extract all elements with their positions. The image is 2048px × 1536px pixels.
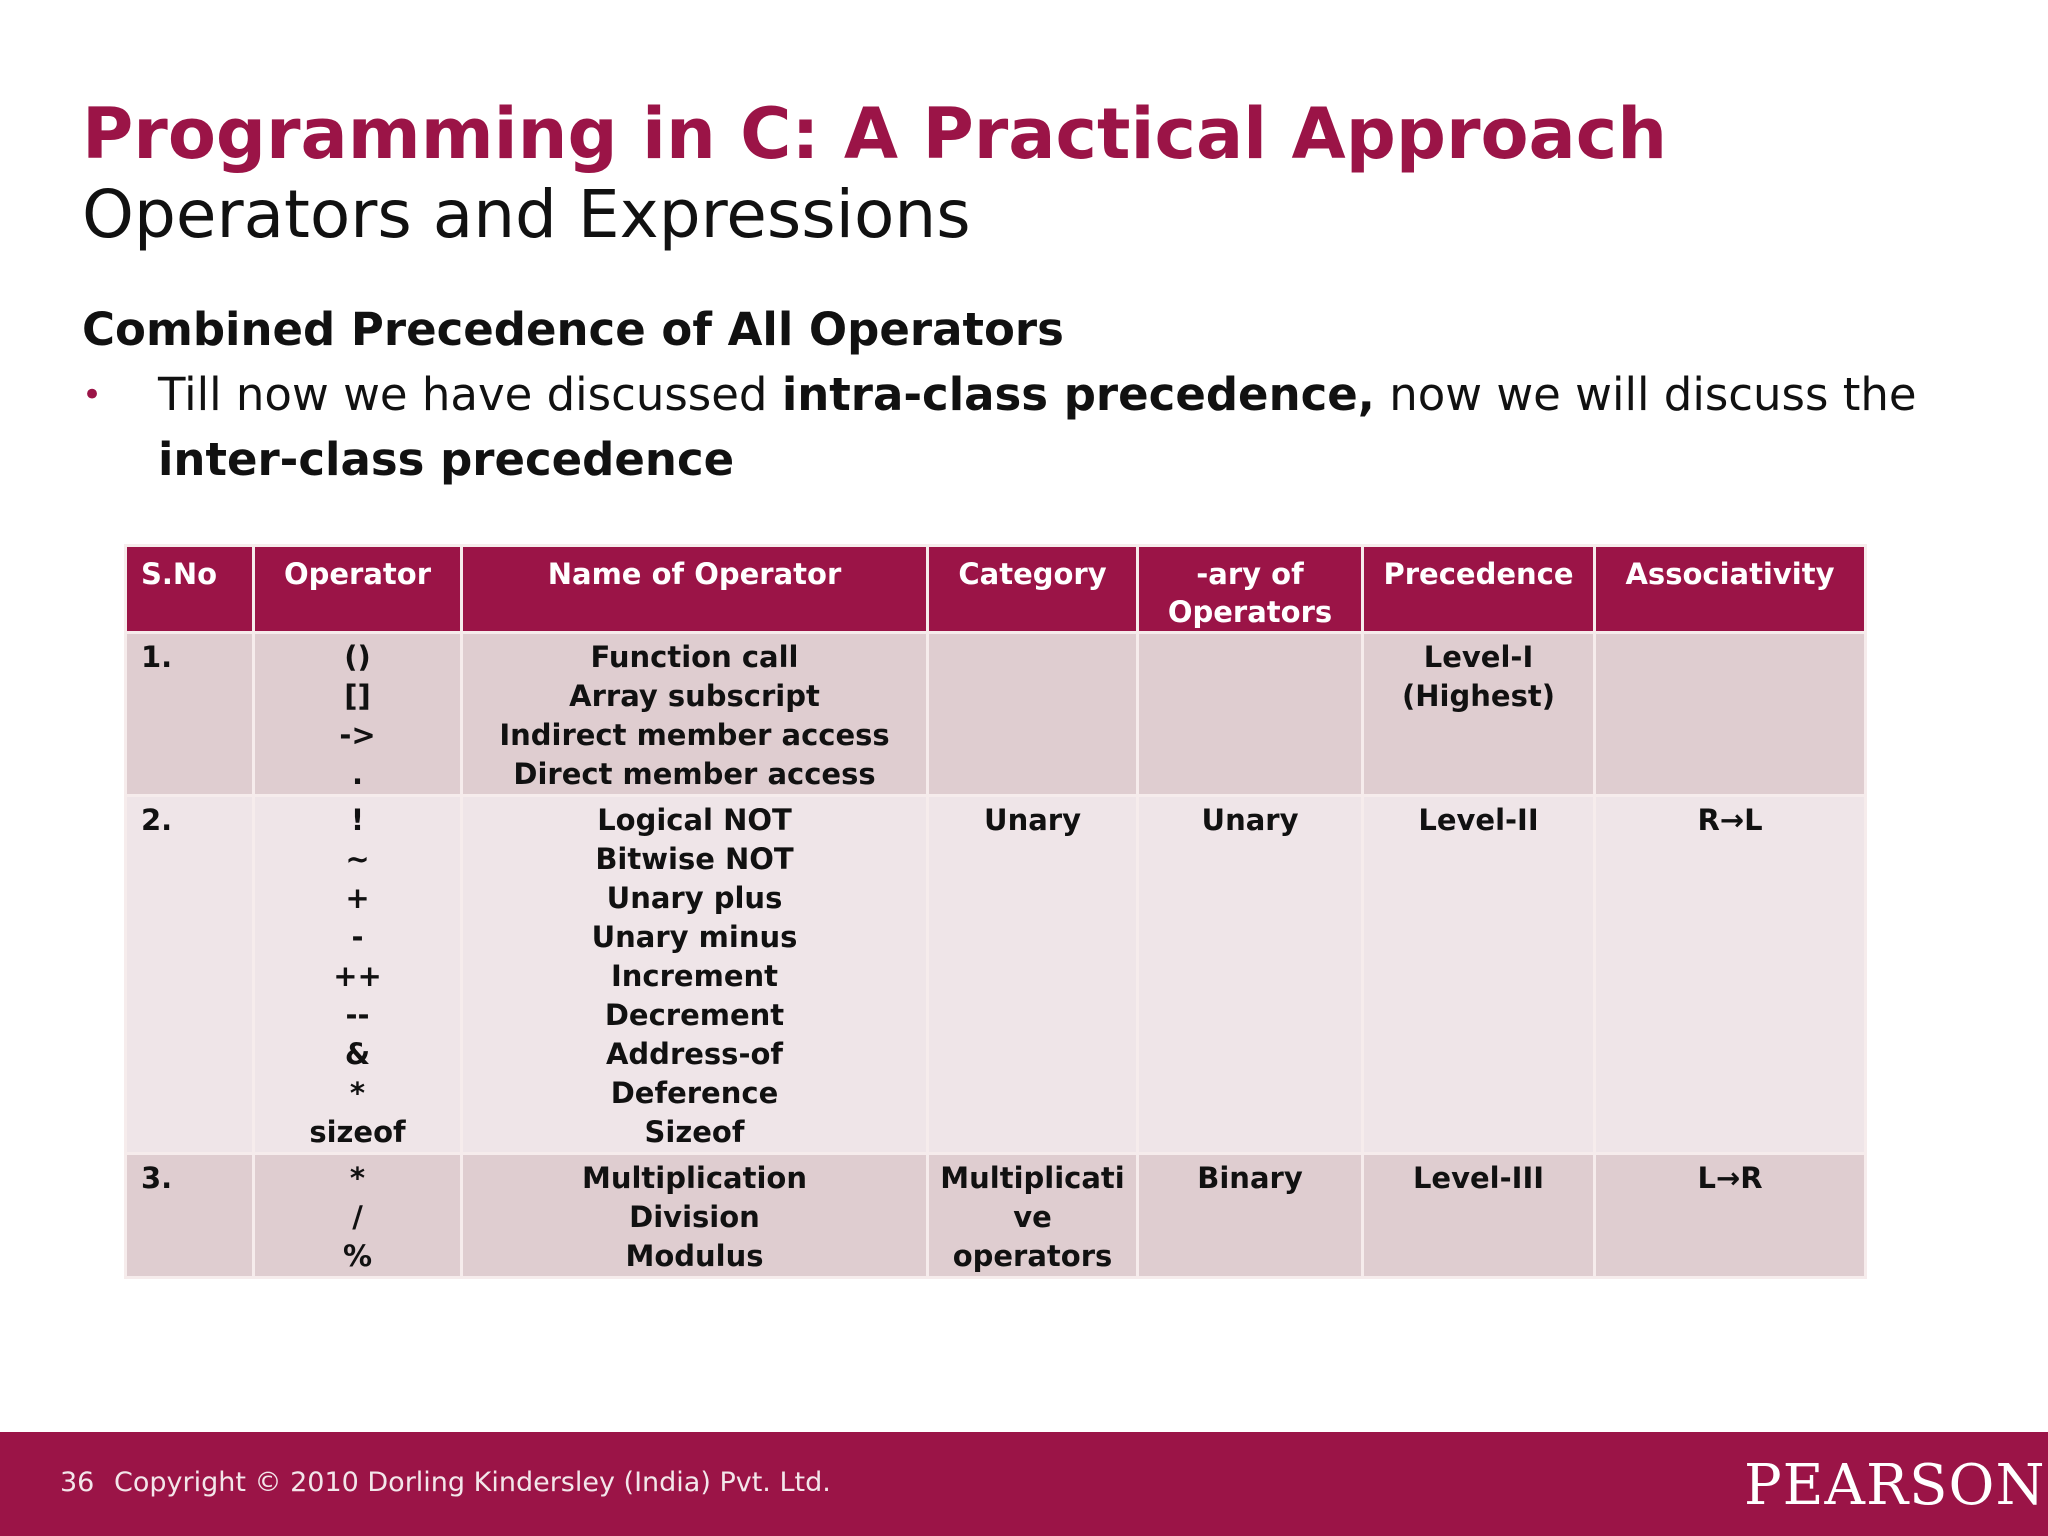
cell-sno bbox=[126, 796, 254, 1154]
cell-line: Division bbox=[629, 1200, 760, 1234]
cell-line: - bbox=[351, 920, 364, 954]
cell-operators bbox=[254, 796, 462, 1154]
cell-text: 1. bbox=[141, 640, 173, 674]
cell-operators bbox=[254, 633, 462, 796]
cell-precedence bbox=[1363, 633, 1595, 796]
header-category: Category bbox=[928, 546, 1138, 633]
cell-line: -> bbox=[339, 718, 376, 752]
header-name-of-operator: Name of Operator bbox=[462, 546, 928, 633]
cell-ary bbox=[1138, 796, 1363, 1154]
cell-line: Level-III bbox=[1412, 1161, 1545, 1195]
cell-text: R→L bbox=[1697, 803, 1763, 837]
pearson-logo: PEARSON bbox=[1744, 1453, 2046, 1518]
cell-line: Decrement bbox=[604, 998, 785, 1032]
cell-line: [] bbox=[344, 679, 371, 713]
cell-line: -- bbox=[345, 998, 370, 1032]
cell-associativity bbox=[1595, 796, 1866, 1154]
table-header-row bbox=[126, 546, 1866, 633]
cell-line: + bbox=[345, 881, 370, 915]
cell-line: Logical NOT bbox=[597, 803, 792, 837]
cell-line: / bbox=[352, 1200, 363, 1234]
cell-text: Unary bbox=[1201, 803, 1299, 837]
table-row bbox=[126, 1154, 1866, 1278]
cell-line: ve bbox=[1013, 1200, 1052, 1234]
cell-text: 3. bbox=[141, 1161, 173, 1195]
cell-line: * bbox=[349, 1161, 366, 1195]
cell-text: 2. bbox=[141, 803, 173, 837]
cell-ary bbox=[1138, 1154, 1363, 1278]
page-number: 36 bbox=[60, 1467, 95, 1498]
precedence-table bbox=[124, 544, 1867, 1279]
cell-precedence bbox=[1363, 1154, 1595, 1278]
bullet-bold-intra: intra-class precedence, bbox=[781, 368, 1375, 421]
cell-text: L→R bbox=[1697, 1161, 1763, 1195]
cell-text: Unary bbox=[984, 803, 1081, 837]
footer-bar bbox=[0, 1432, 2048, 1536]
cell-line: Indirect member access bbox=[499, 718, 890, 752]
cell-line: ! bbox=[350, 803, 365, 837]
cell-line: Unary minus bbox=[591, 920, 798, 954]
slide-title: Programming in C: A Practical Approach bbox=[82, 93, 1668, 175]
cell-line: Level-II bbox=[1418, 803, 1539, 837]
cell-operators bbox=[254, 1154, 462, 1278]
cell-precedence bbox=[1363, 796, 1595, 1154]
header-sno: S.No bbox=[126, 546, 254, 633]
cell-category bbox=[928, 1154, 1138, 1278]
cell-line: ~ bbox=[345, 842, 370, 876]
cell-ary bbox=[1138, 633, 1363, 796]
cell-line: Array subscript bbox=[569, 679, 820, 713]
cell-names bbox=[462, 796, 928, 1154]
copyright-text: Copyright © 2010 Dorling Kindersley (India) Pvt. Ltd. bbox=[114, 1467, 831, 1498]
cell-line: sizeof bbox=[309, 1115, 406, 1149]
cell-line: Increment bbox=[611, 959, 778, 993]
cell-line: ++ bbox=[333, 959, 382, 993]
cell-line: & bbox=[344, 1037, 371, 1071]
cell-category bbox=[928, 633, 1138, 796]
cell-names bbox=[462, 1154, 928, 1278]
cell-line: Multiplicati bbox=[940, 1161, 1125, 1195]
bullet-icon: • bbox=[82, 375, 103, 415]
slide-subtitle: Operators and Expressions bbox=[82, 176, 971, 253]
bullet-text-part2: now we will discuss the bbox=[1374, 368, 1917, 421]
cell-category bbox=[928, 796, 1138, 1154]
cell-sno bbox=[126, 1154, 254, 1278]
header-associativity: Associativity bbox=[1595, 546, 1866, 633]
cell-line: % bbox=[342, 1239, 373, 1273]
cell-line: (Highest) bbox=[1402, 679, 1555, 713]
cell-associativity bbox=[1595, 1154, 1866, 1278]
cell-line: Level-I bbox=[1423, 640, 1534, 674]
cell-associativity bbox=[1595, 633, 1866, 796]
bullet-bold-inter: inter-class precedence bbox=[158, 433, 735, 486]
bullet-text bbox=[158, 362, 1998, 492]
cell-line: * bbox=[349, 1076, 366, 1110]
cell-line: Multiplication bbox=[581, 1161, 808, 1195]
cell-line: Unary plus bbox=[606, 881, 783, 915]
bullet-text-part1: Till now we have discussed bbox=[158, 368, 782, 421]
cell-line: Sizeof bbox=[644, 1115, 745, 1149]
table-row bbox=[126, 796, 1866, 1154]
cell-names bbox=[462, 633, 928, 796]
cell-line: Deference bbox=[610, 1076, 779, 1110]
cell-line: Address-of bbox=[605, 1037, 784, 1071]
cell-line: Modulus bbox=[625, 1239, 764, 1273]
cell-line: () bbox=[344, 640, 371, 674]
header-precedence: Precedence bbox=[1363, 546, 1595, 633]
cell-line: . bbox=[351, 757, 364, 791]
header-operator: Operator bbox=[254, 546, 462, 633]
header-ary-of-operators: -ary of Operators bbox=[1138, 546, 1363, 633]
cell-sno bbox=[126, 633, 254, 796]
cell-line: Bitwise NOT bbox=[595, 842, 794, 876]
table-row bbox=[126, 633, 1866, 796]
cell-text: Binary bbox=[1197, 1161, 1303, 1195]
section-heading: Combined Precedence of All Operators bbox=[82, 303, 1064, 356]
cell-line: operators bbox=[952, 1239, 1113, 1273]
cell-line: Function call bbox=[590, 640, 799, 674]
cell-line: Direct member access bbox=[513, 757, 876, 791]
